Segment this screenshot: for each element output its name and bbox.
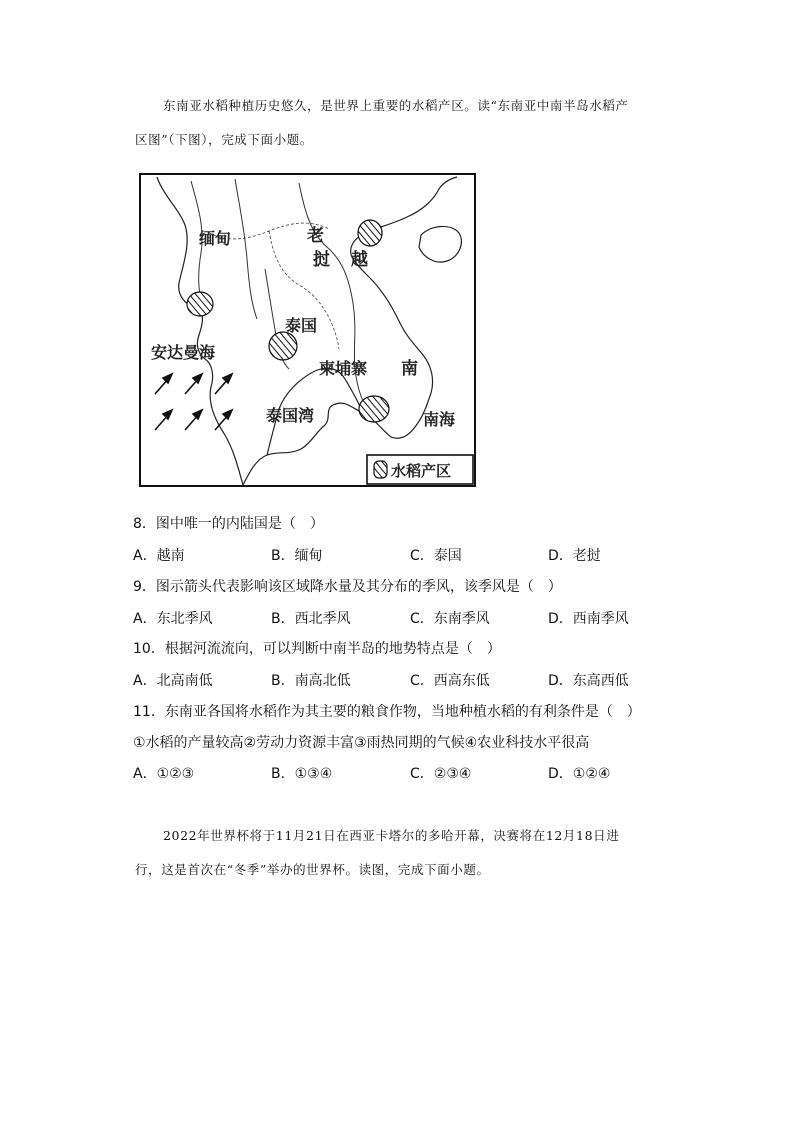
label-vietnam-1: 越 <box>351 250 368 270</box>
q11-option-c[interactable]: C．②③④ <box>410 766 472 782</box>
q9-option-b[interactable]: B．西北季风 <box>271 611 351 627</box>
rice-area-red-river <box>358 220 382 246</box>
question-9-stem: 9．图示箭头代表影响该区域降水量及其分布的季风，该季风是（ ） <box>133 579 562 595</box>
passage-1-line-1: 东南亚水稻种植历史悠久，是世界上重要的水稻产区。读“东南亚中南半岛水稻产 <box>163 98 629 113</box>
question-11-options <box>133 763 693 783</box>
label-gulf-of-thailand: 泰国湾 <box>266 406 315 425</box>
q11-option-a[interactable]: A．①②③ <box>133 766 195 782</box>
legend-label: 水稻产区 <box>391 462 452 480</box>
label-laos-1: 老 <box>307 226 324 246</box>
question-11-conditions: ①水稻的产量较高②劳动力资源丰富③雨热同期的气候④农业科技水平很高 <box>133 735 590 751</box>
q9-option-a[interactable]: A．东北季风 <box>133 611 213 627</box>
q8-option-c[interactable]: C．泰国 <box>410 548 462 564</box>
question-10-options <box>133 670 693 690</box>
passage-1-line-2: 区图”（下图），完成下面小题。 <box>135 132 313 147</box>
label-cambodia: 柬埔寨 <box>319 359 368 378</box>
label-laos-2: 挝 <box>313 250 330 270</box>
q9-option-d[interactable]: D．西南季风 <box>548 611 629 627</box>
q8-option-d[interactable]: D．老挝 <box>548 548 601 564</box>
q11-option-d[interactable]: D．①②④ <box>548 766 611 782</box>
label-thailand: 泰国 <box>285 316 318 335</box>
q10-option-b[interactable]: B．南高北低 <box>271 673 351 689</box>
passage-2-line-2: 行，这是首次在“冬季”举办的世界杯。读图，完成下面小题。 <box>135 862 490 877</box>
label-south-china-sea: 南海 <box>423 410 456 429</box>
question-10-stem: 10．根据河流流向，可以判断中南半岛的地势特点是（ ） <box>133 641 501 657</box>
passage-2 <box>135 819 665 887</box>
q10-option-a[interactable]: A．北高南低 <box>133 673 213 689</box>
rice-area-irrawaddy <box>187 292 213 316</box>
question-8-stem: 8．图中唯一的内陆国是（ ） <box>133 516 324 532</box>
q10-option-c[interactable]: C．西高东低 <box>410 673 490 689</box>
rice-area-chao-phraya <box>269 332 297 360</box>
passage-2-line-1: 2022年世界杯将于11月21日在西亚卡塔尔的多哈开幕，决赛将在12月18日进 <box>163 828 620 843</box>
question-11-stem: 11．东南亚各国将水稻作为其主要的粮食作物，当地种植水稻的有利条件是（ ） <box>133 704 641 720</box>
map-legend <box>367 455 473 484</box>
legend-hatch-swatch <box>374 461 387 478</box>
passage-1 <box>135 89 665 157</box>
question-9-options <box>133 608 693 628</box>
rice-region-map <box>139 173 476 487</box>
label-andaman: 安达曼海 <box>151 343 216 362</box>
q10-option-d[interactable]: D．东高西低 <box>548 673 629 689</box>
question-8-options <box>133 545 693 565</box>
rice-area-mekong-delta <box>359 396 389 422</box>
q8-option-a[interactable]: A．越南 <box>133 548 185 564</box>
q11-option-b[interactable]: B．①③④ <box>271 766 333 782</box>
q8-option-b[interactable]: B．缅甸 <box>271 548 323 564</box>
label-myanmar: 缅甸 <box>199 229 232 248</box>
q9-option-c[interactable]: C．东南季风 <box>410 611 490 627</box>
label-vietnam-2: 南 <box>401 359 418 379</box>
